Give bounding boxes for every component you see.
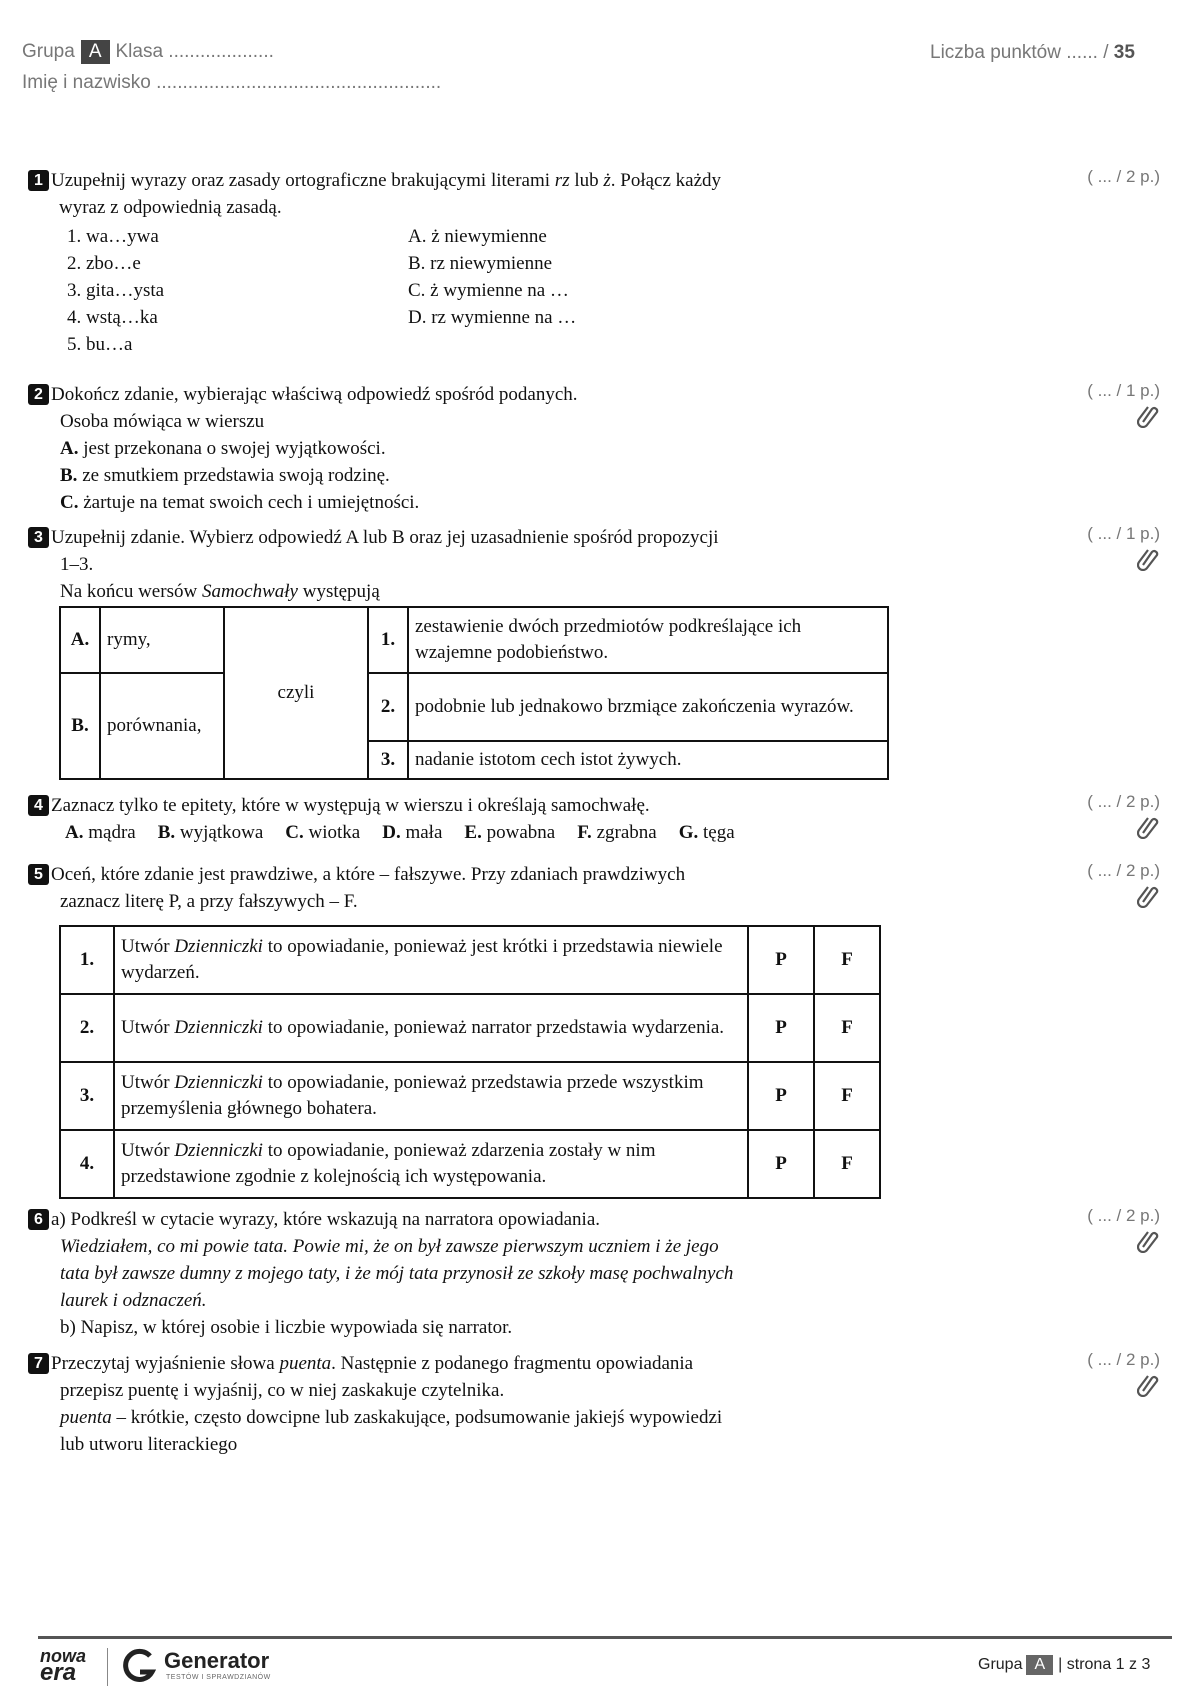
choice-table (59, 606, 889, 780)
word-item: 5. bu…a (67, 334, 133, 355)
rule-item: B. rz niewymienne (408, 253, 553, 274)
points-max: 35 (1113, 42, 1135, 63)
statement-title: Dzienniczki (174, 1017, 263, 1038)
generator-logo-text: Generator (164, 1648, 270, 1673)
epithet-option[interactable] (577, 819, 657, 846)
paperclip-icon (1137, 545, 1159, 571)
option-text: ze smutkiem przedstawia swoją rodzinę. (77, 465, 390, 486)
logo-top: nowa (40, 1646, 87, 1666)
page-info (978, 1655, 1150, 1675)
statement-part: to opowiadanie, ponieważ jest krótki i przedstawia niewiele wydarzeń. (121, 936, 723, 983)
table-row (60, 994, 880, 1062)
statement-text (114, 1130, 748, 1198)
statement-part: to opowiadanie, ponieważ narrator przedstawia wydarzenia. (262, 1017, 725, 1038)
footer-divider (38, 1636, 1172, 1639)
reason-2-number[interactable]: 2. (368, 673, 408, 741)
points-box: ( ... / 1 p.) (1087, 524, 1160, 543)
question-6 (28, 1206, 908, 1341)
points-box: ( ... / 2 p.) (1087, 792, 1160, 811)
paperclip-icon (1137, 1371, 1159, 1397)
option-letter: A. (60, 438, 79, 459)
row-number: 1. (60, 926, 114, 994)
row-number: 4. (60, 1130, 114, 1198)
false-option[interactable]: F (814, 926, 880, 994)
question-3 (28, 524, 868, 780)
statement-part: Utwór (121, 1017, 175, 1038)
statement-text (114, 926, 748, 994)
question-number: 3 (28, 527, 49, 548)
connector-word: czyli (224, 607, 368, 779)
definition-text: lub utworu literackiego (60, 1434, 238, 1455)
row-number: 3. (60, 1062, 114, 1130)
quote-line: laurek i odznaczeń. (60, 1290, 207, 1311)
instruction-text: Uzupełnij wyrazy oraz zasady ortograficzne brakującymi literami (51, 170, 555, 191)
table-row (60, 926, 880, 994)
question-stem: Osoba mówiąca w wierszu (60, 411, 265, 432)
group-badge: A (81, 40, 110, 64)
option-text: wiotka (303, 822, 361, 843)
option-letter: C. (285, 822, 304, 843)
reason-1-number[interactable]: 1. (368, 607, 408, 673)
rule-item: C. ż wymienne na … (408, 280, 569, 301)
instruction-text: wyraz z odpowiednią zasadą. (59, 197, 282, 218)
question-2 (28, 381, 868, 516)
table-row (60, 1130, 880, 1198)
question-4 (28, 792, 898, 846)
question-5 (28, 861, 868, 1199)
option-letter: A. (65, 822, 84, 843)
stem-text: Na końcu wersów (60, 581, 202, 602)
instruction-text: b) Napisz, w której osobie i liczbie wypowiada się narrator. (60, 1317, 513, 1338)
reason-3-text[interactable]: nadanie istotom cech istot żywych. (408, 741, 888, 779)
word-list (67, 223, 164, 358)
definition (28, 1404, 868, 1431)
header-group (22, 40, 274, 64)
statement-text (114, 1062, 748, 1130)
false-option[interactable]: F (814, 994, 880, 1062)
statement-title: Dzienniczki (174, 936, 263, 957)
option-b-letter[interactable]: B. (60, 673, 100, 779)
answer-option[interactable] (28, 489, 868, 516)
word-item: 4. wstą…ka (67, 307, 158, 328)
option-a-text[interactable]: rymy, (100, 607, 224, 673)
instruction-text: zaznacz literę P, a przy fałszywych – F. (60, 891, 358, 912)
option-letter: D. (382, 822, 401, 843)
instruction-text: lub (569, 170, 604, 191)
option-letter: G. (678, 822, 699, 843)
option-text: powabna (481, 822, 556, 843)
question-stem (28, 578, 868, 605)
points-total (930, 42, 1135, 64)
points-box: ( ... / 1 p.) (1087, 381, 1160, 400)
question-number: 7 (28, 1353, 49, 1374)
question-number: 5 (28, 864, 49, 885)
option-text: jest przekonana o swojej wyjątkowości. (78, 438, 386, 459)
question-7 (28, 1350, 868, 1458)
option-b-text[interactable]: porównania, (100, 673, 224, 779)
rule-list (408, 223, 576, 331)
instruction-text: . Połącz każdy (610, 170, 722, 191)
points-box: ( ... / 2 p.) (1087, 861, 1160, 880)
logo-separator (107, 1648, 108, 1686)
instruction-text: 1–3. (60, 554, 94, 575)
definition-text: – krótkie, często dowcipne lub zaskakujące, podsumowanie jakiejś wypowiedzi (111, 1407, 723, 1428)
points-box: ( ... / 2 p.) (1087, 167, 1160, 186)
instruction-text: a) Podkreśl w cytacie wyrazy, które wskazują na narratora opowiadania. (51, 1209, 601, 1230)
instruction-text: Zaznacz tylko te epitety, które w występują w wierszu i określają samochwałę. (51, 795, 650, 816)
statement-part: Utwór (121, 936, 175, 957)
option-text: tęga (698, 822, 735, 843)
table-row (60, 1062, 880, 1130)
instruction-text: Dokończ zdanie, wybierając właściwą odpowiedź spośród podanych. (51, 384, 578, 405)
instruction-rz: rz (554, 170, 570, 191)
statement-title: Dzienniczki (174, 1140, 263, 1161)
word-item: 3. gita…ysta (67, 280, 165, 301)
epithet-options (28, 819, 898, 846)
word-item: 1. wa…ywa (67, 226, 159, 247)
question-number: 6 (28, 1209, 49, 1230)
logo-bottom: era (40, 1659, 77, 1686)
paperclip-icon (1137, 813, 1159, 839)
paperclip-icon (1137, 882, 1159, 908)
option-letter: B. (60, 465, 78, 486)
question-number: 4 (28, 795, 49, 816)
true-option[interactable]: P (748, 994, 814, 1062)
paperclip-icon (1137, 402, 1159, 428)
quote-text[interactable] (28, 1233, 908, 1314)
group-label: Grupa (22, 41, 75, 62)
name-field: Imię i nazwisko ...................................................... (22, 72, 442, 93)
reason-1-text[interactable]: zestawienie dwóch przedmiotów podkreślające ich wzajemne podobieństwo. (408, 607, 888, 673)
true-option[interactable]: P (748, 1130, 814, 1198)
generator-logo-subtitle: TESTÓW I SPRAWDZIANÓW (166, 1674, 271, 1681)
instruction-text: Przeczytaj wyjaśnienie słowa (51, 1353, 280, 1374)
footer-group-label: Grupa (978, 1656, 1023, 1673)
answer-option[interactable] (28, 462, 868, 489)
rule-item: A. ż niewymienne (408, 226, 547, 247)
row-number: 2. (60, 994, 114, 1062)
question-1 (28, 167, 868, 363)
reason-2-text[interactable]: podobnie lub jednakowo brzmiące zakończenia wyrazów. (408, 673, 888, 741)
true-false-table (59, 925, 881, 1199)
epithet-option[interactable] (464, 819, 555, 846)
option-text: mała (400, 822, 443, 843)
question-number: 1 (28, 170, 49, 191)
footer-group-badge: A (1026, 1655, 1053, 1675)
option-text: mądra (83, 822, 136, 843)
instruction-text: przepisz puentę i wyjaśnij, co w niej zaskakuje czytelnika. (60, 1380, 505, 1401)
true-option[interactable]: P (748, 926, 814, 994)
epithet-option[interactable] (285, 819, 360, 846)
option-text: żartuje na temat swoich cech i umiejętności. (78, 492, 420, 513)
true-option[interactable]: P (748, 1062, 814, 1130)
epithet-option[interactable] (679, 819, 735, 846)
epithet-option[interactable] (382, 819, 442, 846)
option-text: wyjątkowa (175, 822, 264, 843)
word-item: 2. zbo…e (67, 253, 141, 274)
stem-text: występują (297, 581, 380, 602)
points-box: ( ... / 2 p.) (1087, 1350, 1160, 1369)
key-word: puenta (279, 1353, 332, 1374)
statement-part: to opowiadanie, ponieważ przedstawia przede wszystkim przemyślenia głównego bohatera. (121, 1072, 704, 1119)
statement-title: Dzienniczki (174, 1072, 263, 1093)
instruction-text: . Następnie z podanego fragmentu opowiadania (331, 1353, 694, 1374)
points-label: Liczba punktów ...... / (930, 42, 1109, 63)
answer-option[interactable] (28, 435, 868, 462)
option-letter: C. (60, 492, 79, 513)
instruction-text: Oceń, które zdanie jest prawdziwe, a które – fałszywe. Przy zdaniach prawdziwych (51, 864, 686, 885)
points-box: ( ... / 2 p.) (1087, 1206, 1160, 1225)
option-letter: E. (464, 822, 482, 843)
statement-part: Utwór (121, 1140, 175, 1161)
false-option[interactable]: F (814, 1062, 880, 1130)
statement-text (114, 994, 748, 1062)
instruction-text: Uzupełnij zdanie. Wybierz odpowiedź A lub B oraz jej uzasadnienie spośród propozycji (51, 527, 719, 548)
option-letter: F. (577, 822, 592, 843)
option-letter: B. (157, 822, 176, 843)
statement-part: Utwór (121, 1072, 175, 1093)
statement-part: to opowiadanie, ponieważ zdarzenia zostały w nim przedstawione zgodnie z kolejnością ich występowania. (121, 1140, 656, 1187)
generator-logo-icon (122, 1648, 156, 1686)
definition-word: puenta (60, 1407, 112, 1428)
class-field: Klasa .................... (115, 41, 274, 62)
question-number: 2 (28, 384, 49, 405)
stem-title: Samochwały (201, 581, 298, 602)
option-a-letter[interactable]: A. (60, 607, 100, 673)
paperclip-icon (1137, 1227, 1159, 1253)
epithet-option[interactable] (65, 819, 136, 846)
quote-line: tata był zawsze dumny z mojego taty, i że mój tata przynosił ze szkoły masę pochwalnych (60, 1263, 734, 1284)
instruction-z: ż (603, 170, 611, 191)
rule-item: D. rz wymienne na … (408, 307, 577, 328)
reason-3-number[interactable]: 3. (368, 741, 408, 779)
epithet-option[interactable] (158, 819, 264, 846)
false-option[interactable]: F (814, 1130, 880, 1198)
quote-line: Wiedziałem, co mi powie tata. Powie mi, że on był zawsze pierwszym uczniem i że jego (60, 1236, 719, 1257)
page-number: | strona 1 z 3 (1058, 1656, 1151, 1673)
nowa-era-logo (40, 1646, 92, 1686)
option-text: zgrabna (591, 822, 657, 843)
